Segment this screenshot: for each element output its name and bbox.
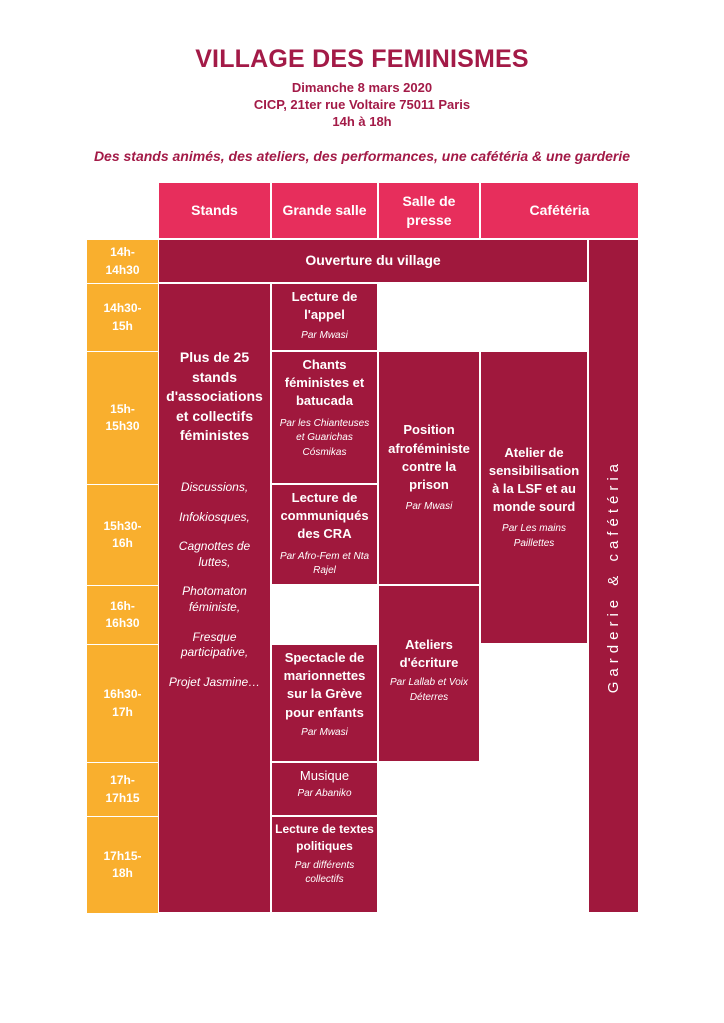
event-organizer: Par Abaniko xyxy=(297,788,352,800)
event-chants-batucada xyxy=(271,351,378,484)
page-title: VILLAGE DES FEMINISMES xyxy=(195,45,529,73)
stands-activities xyxy=(163,480,266,704)
column-header-stands xyxy=(158,182,271,239)
event-organizer: Par différents collectifs xyxy=(294,859,355,886)
column-header-label: Cafétéria xyxy=(529,202,590,219)
time-slot xyxy=(87,644,158,762)
event-title: Lecture de communiqués des CRA xyxy=(280,490,369,542)
column-header-salle-de-presse xyxy=(378,182,480,239)
event-tagline: Des stands animés, des ateliers, des performances, une cafétéria & une garderie xyxy=(93,148,631,164)
event-title: Position afroféministe contre la prison xyxy=(388,422,470,492)
event-title: Chants féministes et batucada xyxy=(284,357,365,409)
time-slot-label: 16h- 16h30 xyxy=(105,598,140,630)
event-textes-politiques xyxy=(271,816,378,913)
event-musique xyxy=(271,762,378,816)
event-organizer: Par Mwasi xyxy=(405,501,453,513)
time-slot xyxy=(87,283,158,351)
event-hours: 14h à 18h xyxy=(332,114,392,129)
event-title: Ateliers d'écriture xyxy=(399,637,459,671)
event-ateliers-ecriture xyxy=(378,585,480,762)
opening-block xyxy=(158,239,588,283)
event-date: Dimanche 8 mars 2020 xyxy=(291,80,433,95)
time-slot xyxy=(87,816,158,913)
column-header-label: Stands xyxy=(191,202,238,219)
event-title: Lecture de textes politiques xyxy=(275,822,374,853)
event-position-afrofeministe xyxy=(378,351,480,585)
event-organizer: Par Mwasi xyxy=(301,330,348,342)
time-slot-label: 15h- 15h30 xyxy=(105,401,140,433)
event-atelier-lsf xyxy=(480,351,588,644)
event-title: Musique xyxy=(299,768,350,783)
event-organizer: Par Mwasi xyxy=(301,726,348,738)
stands-description: Plus de 25 stands d'associations et collectifs féministes xyxy=(166,349,263,444)
list-item: Cagnottes de luttes, xyxy=(178,539,251,569)
column-header-cafeteria xyxy=(480,182,639,239)
event-organizer: Par Afro-Fem et Nta Rajel xyxy=(279,550,370,577)
column-header-label: Salle de presse xyxy=(402,193,456,228)
event-organizer: Par les Chianteuses et Guarichas Cósmikas xyxy=(279,417,370,458)
column-header-label: Grande salle xyxy=(282,202,367,219)
list-item: Fresque participative, xyxy=(180,629,249,660)
time-slot xyxy=(87,484,158,585)
time-slot-label: 14h30- 15h xyxy=(103,301,142,333)
time-slot xyxy=(87,585,158,644)
event-address: CICP, 21ter rue Voltaire 75011 Paris xyxy=(253,97,471,112)
time-slot-label: 17h15- 18h xyxy=(103,848,142,880)
garderie-label-wrapper xyxy=(589,240,638,912)
event-title: Spectacle de marionnettes sur la Grève pour enfants xyxy=(283,650,366,720)
event-spectacle-marionnettes xyxy=(271,644,378,762)
opening-label: Ouverture du village xyxy=(305,252,441,269)
event-lecture-appel xyxy=(271,283,378,351)
garderie-block xyxy=(588,239,639,913)
event-organizer: Par Lallab et Voix Déterres xyxy=(389,677,468,703)
event-communiques-cra xyxy=(271,484,378,585)
time-slot xyxy=(87,762,158,816)
time-slot-label: 17h- 17h15 xyxy=(105,773,140,805)
event-title: Atelier de sensibilisation à la LSF et au monde sourd xyxy=(488,444,580,515)
list-item: Infokiosques, xyxy=(179,509,250,524)
list-item: Discussions, xyxy=(180,479,249,494)
list-item: Photomaton féministe, xyxy=(182,584,247,614)
garderie-label: Garderie & cafétéria xyxy=(605,458,622,694)
column-header-grande-salle xyxy=(271,182,378,239)
time-slot xyxy=(87,351,158,484)
event-title: Lecture de l'appel xyxy=(291,289,358,323)
stands-block xyxy=(158,283,271,913)
time-slot-label: 15h30- 16h xyxy=(103,518,142,550)
list-item: Projet Jasmine… xyxy=(168,674,261,689)
event-organizer: Par Les mains Paillettes xyxy=(502,523,566,549)
time-slot xyxy=(87,239,158,283)
time-slot-label: 16h30- 17h xyxy=(103,687,142,719)
time-slot-label: 14h- 14h30 xyxy=(105,245,140,277)
